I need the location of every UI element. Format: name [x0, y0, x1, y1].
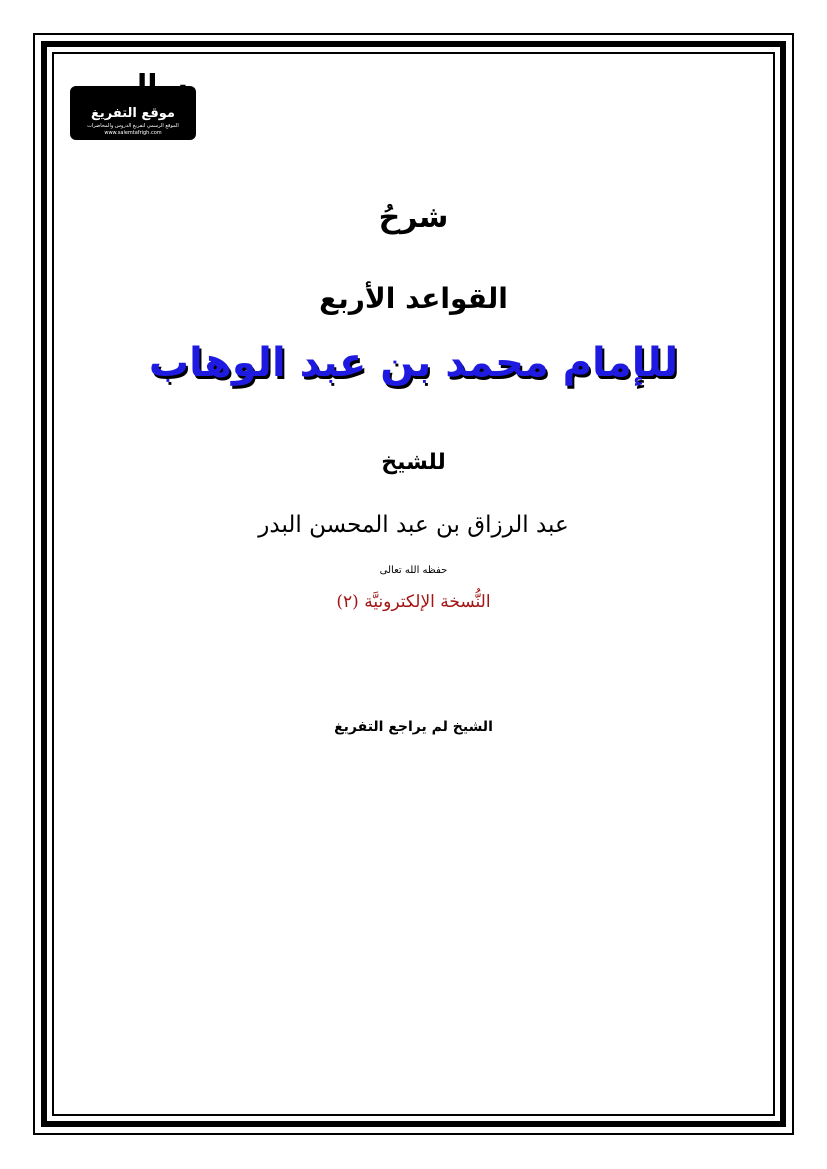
hafizahu-text: حفظه الله تعالى	[379, 565, 448, 576]
review-note: الشيخ لم يراجع التفريغ	[334, 719, 493, 735]
logo-tagline: الموقع الرسمي لتفريغ الدروس والمحاضرات	[87, 123, 179, 129]
logo-subtitle: موقع التفريغ	[91, 106, 175, 121]
site-logo	[70, 70, 196, 140]
book-title: القواعد الأربع	[319, 282, 508, 315]
author-line: للإمام محمد بن عبد الوهاب	[148, 340, 679, 386]
edition-label: النُّسخة الإلكترونيَّة (٢)	[336, 592, 491, 612]
logo-word: سالم	[112, 69, 188, 104]
sheikh-label: للشيخ	[381, 450, 446, 475]
logo-url: www.salemtafrigh.com	[104, 130, 162, 136]
sheikh-name: عبد الرزاق بن عبد المحسن البدر	[258, 512, 569, 538]
cover-sharh: شرحُ	[378, 200, 449, 235]
